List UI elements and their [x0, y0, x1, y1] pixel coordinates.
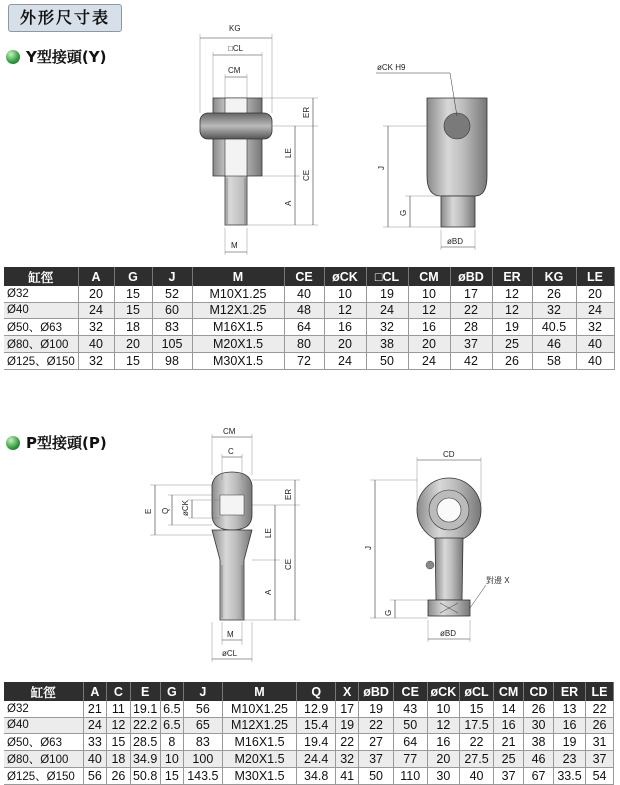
y-table-cell: 12 — [492, 286, 532, 302]
p-table-cell: 19.1 — [130, 701, 160, 717]
p-header-cell: G — [160, 682, 184, 701]
p-header-cell: A — [83, 682, 107, 701]
p-table-cell: 20 — [427, 751, 459, 768]
p-table-cell: 6.5 — [160, 701, 184, 717]
p-header-cell: CM — [494, 682, 524, 701]
y-table-cell: 40 — [576, 353, 614, 370]
y-table-cell: 20 — [114, 336, 152, 353]
p-table-cell: 18 — [107, 751, 131, 768]
y-table-cell: 24 — [78, 302, 114, 319]
y-side-view — [376, 63, 487, 250]
y-table-cell: 40.5 — [532, 319, 576, 336]
p-table-cell: 110 — [393, 768, 427, 785]
y-header-cell: M — [192, 267, 284, 286]
p-table-cell: 27 — [359, 734, 393, 751]
y-header-cell: □CL — [366, 267, 408, 286]
y-table-cell: 64 — [284, 319, 324, 336]
p-table-cell: 17.5 — [459, 717, 493, 734]
y-table-cell: 20 — [78, 286, 114, 302]
p-table-cell: 100 — [184, 751, 222, 768]
p-header-cell: Q — [297, 682, 335, 701]
y-ck-label: øCK H9 — [377, 63, 406, 72]
p-table-cell: 17 — [335, 701, 359, 717]
y-table-cell: 25 — [492, 336, 532, 353]
section-p-title: P型接頭(P) — [26, 434, 107, 452]
y-table-cell: 40 — [78, 336, 114, 353]
p-table-cell: 19 — [359, 701, 393, 717]
p-table-cell: 27.5 — [459, 751, 493, 768]
p-table-row — [4, 701, 614, 717]
y-bd-label: øBD — [447, 237, 463, 246]
p-table-cell: 32 — [335, 751, 359, 768]
p-table-cell: 22 — [359, 717, 393, 734]
p-table-cell: 50 — [393, 717, 427, 734]
p-table-cell: 37 — [494, 768, 524, 785]
y-table-cell: 16 — [408, 319, 450, 336]
y-table-cell: 105 — [152, 336, 192, 353]
p-header-cell: CD — [524, 682, 554, 701]
y-header-cell: A — [78, 267, 114, 286]
y-table-cell: 10 — [408, 286, 450, 302]
p-header-cell: LE — [586, 682, 614, 701]
y-cm-label: CM — [228, 66, 241, 75]
y-header-cell: CE — [284, 267, 324, 286]
p-table-cell: 30 — [427, 768, 459, 785]
p-table-cell: 37 — [586, 751, 614, 768]
p-table-cell: Ø80、Ø100 — [4, 751, 83, 768]
y-table-cell: M12X1.25 — [192, 302, 284, 319]
p-table-row — [4, 768, 614, 785]
y-table-cell: 38 — [366, 336, 408, 353]
p-table-cell: 15 — [459, 701, 493, 717]
y-a-label: A — [284, 200, 293, 206]
p-table-cell: Ø32 — [4, 701, 83, 717]
p-table-cell: 34.8 — [297, 768, 335, 785]
p-table-cell: 28.5 — [130, 734, 160, 751]
p-joint-drawing — [0, 420, 620, 670]
p-table-cell: 16 — [494, 717, 524, 734]
p-table-cell: 38 — [524, 734, 554, 751]
y-table-cell: 46 — [532, 336, 576, 353]
p-table-cell: 50 — [359, 768, 393, 785]
y-table-cell: 37 — [450, 336, 492, 353]
y-table-cell: 24 — [576, 302, 614, 319]
p-table-cell: 22 — [335, 734, 359, 751]
y-header-cell: CM — [408, 267, 450, 286]
p-table-cell: M30X1.5 — [222, 768, 297, 785]
p-table-cell: 22.2 — [130, 717, 160, 734]
y-table-cell: 15 — [114, 302, 152, 319]
section-y-title: Y型接頭(Y) — [26, 48, 107, 66]
y-table-cell: 22 — [450, 302, 492, 319]
y-table-cell: 80 — [284, 336, 324, 353]
y-table-cell: 32 — [78, 319, 114, 336]
y-g-label: G — [399, 209, 408, 216]
y-m-label: M — [231, 241, 238, 250]
y-header-cell: J — [152, 267, 192, 286]
y-table-cell: 17 — [450, 286, 492, 302]
p-table-cell: 40 — [459, 768, 493, 785]
y-spec-table — [4, 267, 615, 370]
y-table-row — [4, 353, 614, 370]
p-table-cell: 15.4 — [297, 717, 335, 734]
p-c-label: C — [228, 447, 234, 456]
y-table-cell: 60 — [152, 302, 192, 319]
p-table-cell: 22 — [459, 734, 493, 751]
p-table-cell: 77 — [393, 751, 427, 768]
p-front-view — [144, 427, 300, 662]
p-table-cell: 23 — [554, 751, 586, 768]
p-er-label: ER — [284, 488, 293, 500]
y-table-cell: 19 — [492, 319, 532, 336]
y-j-label: J — [377, 166, 386, 170]
y-table-cell: 15 — [114, 353, 152, 370]
p-header-cell: X — [335, 682, 359, 701]
y-table-cell: 32 — [576, 319, 614, 336]
y-le-label: LE — [284, 148, 293, 158]
p-header-cell: øCK — [427, 682, 459, 701]
y-table-cell: 50 — [366, 353, 408, 370]
p-table-cell: 16 — [427, 734, 459, 751]
p-table-cell: 143.5 — [184, 768, 222, 785]
p-table-cell: 56 — [83, 768, 107, 785]
y-er-label: ER — [302, 106, 311, 118]
p-table-cell: 50.8 — [130, 768, 160, 785]
y-table-cell: 20 — [576, 286, 614, 302]
y-front-view — [200, 24, 318, 255]
p-table-cell: 31 — [586, 734, 614, 751]
p-table-cell: 24 — [83, 717, 107, 734]
p-spec-table — [4, 682, 614, 785]
p-table-cell: 13 — [554, 701, 586, 717]
y-table-cell: 26 — [532, 286, 576, 302]
y-table-cell: 52 — [152, 286, 192, 302]
p-ck-label: øCK — [181, 500, 190, 516]
p-table-cell: 43 — [393, 701, 427, 717]
y-table-cell: 32 — [532, 302, 576, 319]
y-table-cell: 18 — [114, 319, 152, 336]
p-header-cell: ER — [554, 682, 586, 701]
y-table-cell: 58 — [532, 353, 576, 370]
p-table-cell: 41 — [335, 768, 359, 785]
p-table-cell: 26 — [524, 701, 554, 717]
p-table-row — [4, 751, 614, 768]
y-joint-drawing — [0, 0, 620, 262]
p-table-cell: 46 — [524, 751, 554, 768]
y-table-cell: 12 — [408, 302, 450, 319]
p-table-cell: M16X1.5 — [222, 734, 297, 751]
p-cd-label: CD — [443, 450, 455, 459]
y-table-row — [4, 336, 614, 353]
y-table-cell: 12 — [324, 302, 366, 319]
p-table-row — [4, 734, 614, 751]
p-table-cell: 40 — [83, 751, 107, 768]
p-table-cell: 65 — [184, 717, 222, 734]
p-table-cell: 10 — [427, 701, 459, 717]
p-table-cell: 25 — [494, 751, 524, 768]
y-header-cell: LE — [576, 267, 614, 286]
p-table-header-row — [4, 682, 614, 701]
p-table-cell: 56 — [184, 701, 222, 717]
p-table-cell: 19 — [554, 734, 586, 751]
p-e-label: E — [144, 508, 153, 514]
p-table-cell: 8 — [160, 734, 184, 751]
y-table-cell: Ø50、Ø63 — [4, 319, 78, 336]
y-table-cell: M10X1.25 — [192, 286, 284, 302]
y-table-header-row — [4, 267, 614, 286]
p-table-cell: 83 — [184, 734, 222, 751]
p-table-cell: M10X1.25 — [222, 701, 297, 717]
p-table-cell: 19.4 — [297, 734, 335, 751]
y-table-cell: 20 — [408, 336, 450, 353]
y-table-cell: 19 — [366, 286, 408, 302]
p-table-cell: 19 — [335, 717, 359, 734]
p-table-cell: 64 — [393, 734, 427, 751]
p-table-cell: 21 — [83, 701, 107, 717]
p-table-cell: Ø40 — [4, 717, 83, 734]
y-table-cell: 20 — [324, 336, 366, 353]
y-table-cell: 83 — [152, 319, 192, 336]
p-m-label: M — [227, 630, 234, 639]
p-header-cell: øCL — [459, 682, 493, 701]
p-header-cell: J — [184, 682, 222, 701]
p-table-cell: 12 — [427, 717, 459, 734]
y-table-cell: 32 — [78, 353, 114, 370]
y-table-cell: 48 — [284, 302, 324, 319]
p-table-cell: 16 — [554, 717, 586, 734]
y-table-row — [4, 286, 614, 302]
y-table-cell: 16 — [324, 319, 366, 336]
p-table-cell: Ø125、Ø150 — [4, 768, 83, 785]
y-table-cell: Ø80、Ø100 — [4, 336, 78, 353]
p-table-cell: 33 — [83, 734, 107, 751]
p-table-cell: M20X1.5 — [222, 751, 297, 768]
p-table-cell: M12X1.25 — [222, 717, 297, 734]
page-title: 外形尺寸表 — [19, 8, 110, 27]
p-table-cell: 12 — [107, 717, 131, 734]
p-table-cell: 14 — [494, 701, 524, 717]
p-header-cell: E — [130, 682, 160, 701]
y-table-cell: M20X1.5 — [192, 336, 284, 353]
p-table-cell: 6.5 — [160, 717, 184, 734]
p-ce-label: CE — [284, 558, 293, 570]
y-table-row — [4, 302, 614, 319]
p-header-cell: M — [222, 682, 297, 701]
y-header-cell: 缸徑 — [4, 267, 78, 286]
p-table-cell: 37 — [359, 751, 393, 768]
p-j-label: J — [364, 546, 373, 550]
p-g-label: G — [384, 609, 393, 616]
p-q-label: Q — [161, 507, 170, 514]
y-header-cell: G — [114, 267, 152, 286]
p-cl-label: øCL — [222, 649, 238, 658]
p-table-cell: 26 — [586, 717, 614, 734]
y-table-cell: 24 — [408, 353, 450, 370]
p-table-cell: 12.9 — [297, 701, 335, 717]
y-header-cell: øBD — [450, 267, 492, 286]
p-table-cell: 67 — [524, 768, 554, 785]
p-table-cell: 15 — [160, 768, 184, 785]
p-le-label: LE — [264, 528, 273, 538]
y-table-cell: 10 — [324, 286, 366, 302]
y-table-cell: 26 — [492, 353, 532, 370]
p-table-cell: 10 — [160, 751, 184, 768]
y-table-cell: 40 — [576, 336, 614, 353]
p-table-cell: Ø50、Ø63 — [4, 734, 83, 751]
p-table-cell: 30 — [524, 717, 554, 734]
p-table-cell: 26 — [107, 768, 131, 785]
y-header-cell: KG — [532, 267, 576, 286]
y-table-cell: 72 — [284, 353, 324, 370]
y-table-cell: M30X1.5 — [192, 353, 284, 370]
y-table-cell: M16X1.5 — [192, 319, 284, 336]
y-header-cell: ER — [492, 267, 532, 286]
p-header-cell: CE — [393, 682, 427, 701]
y-table-cell: 98 — [152, 353, 192, 370]
y-table-cell: 15 — [114, 286, 152, 302]
p-side-view — [364, 450, 510, 642]
y-table-cell: 32 — [366, 319, 408, 336]
p-table-cell: 54 — [586, 768, 614, 785]
y-table-cell: Ø32 — [4, 286, 78, 302]
p-header-cell: 缸徑 — [4, 682, 83, 701]
y-table-cell: Ø125、Ø150 — [4, 353, 78, 370]
y-cl-label: □CL — [228, 44, 244, 53]
p-table-row — [4, 717, 614, 734]
p-table-cell: 33.5 — [554, 768, 586, 785]
y-table-row — [4, 319, 614, 336]
y-table-cell: 12 — [492, 302, 532, 319]
p-table-cell: 21 — [494, 734, 524, 751]
y-table-cell: Ø40 — [4, 302, 78, 319]
p-bd-label: øBD — [440, 629, 456, 638]
p-cm-label: CM — [223, 427, 236, 436]
y-table-cell: 24 — [324, 353, 366, 370]
p-a-label: A — [264, 589, 273, 595]
y-ce-label: CE — [302, 169, 311, 181]
p-header-cell: øBD — [359, 682, 393, 701]
p-table-cell: 22 — [586, 701, 614, 717]
y-table-cell: 24 — [366, 302, 408, 319]
y-kg-label: KG — [229, 24, 241, 33]
y-table-cell: 28 — [450, 319, 492, 336]
p-table-cell: 34.9 — [130, 751, 160, 768]
p-table-cell: 24.4 — [297, 751, 335, 768]
p-table-cell: 11 — [107, 701, 131, 717]
p-table-cell: 15 — [107, 734, 131, 751]
y-header-cell: øCK — [324, 267, 366, 286]
y-table-cell: 40 — [284, 286, 324, 302]
p-x-label: 對邊 X — [486, 576, 510, 585]
y-table-cell: 42 — [450, 353, 492, 370]
p-header-cell: C — [107, 682, 131, 701]
